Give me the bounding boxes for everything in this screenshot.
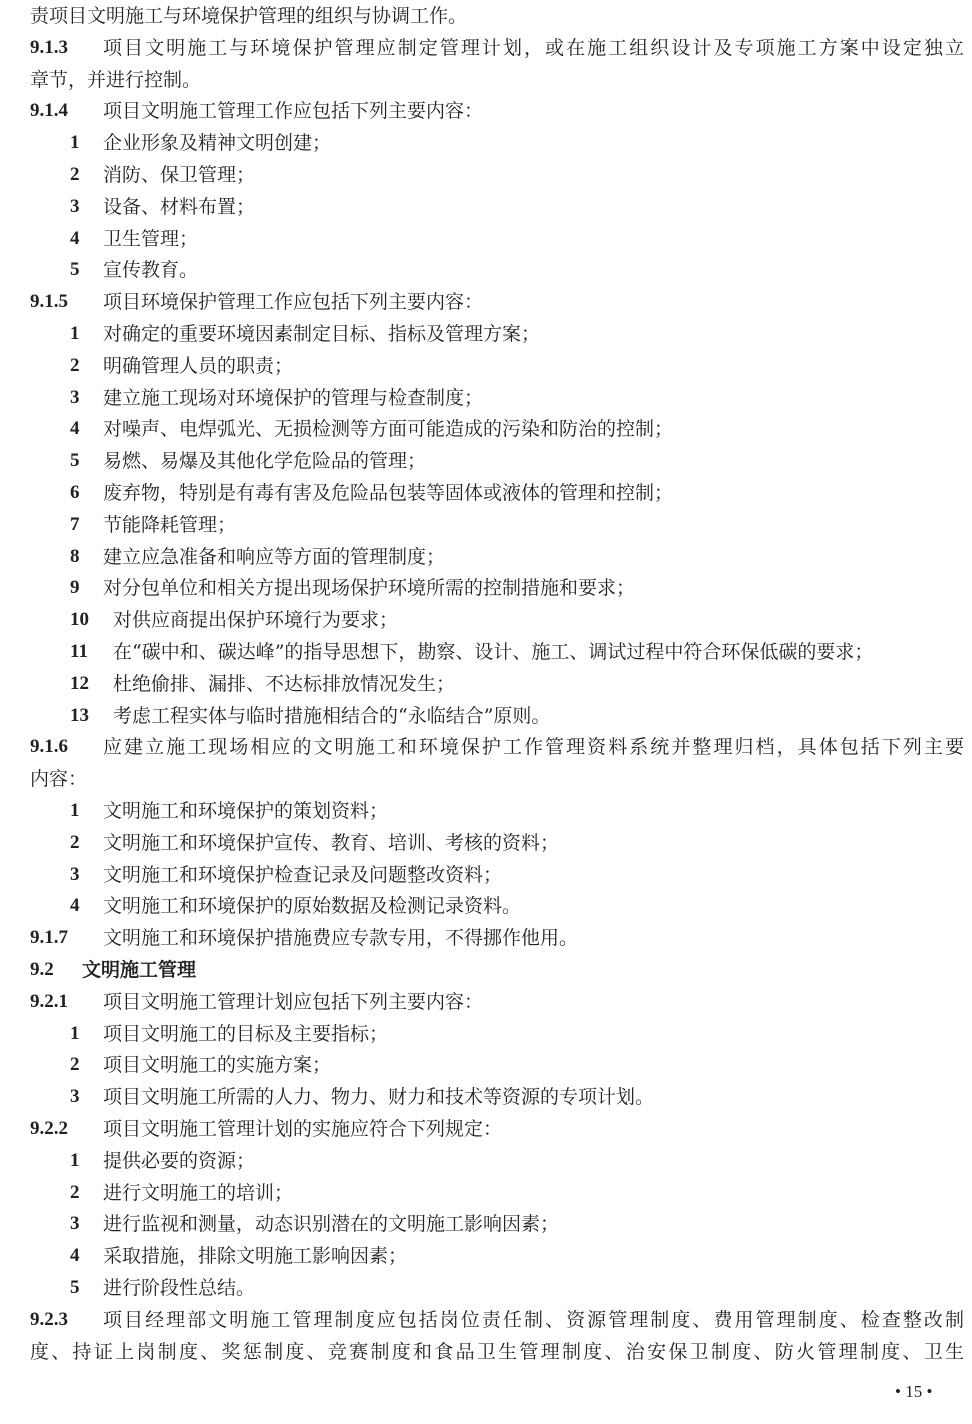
line-text: 项目经理部文明施工管理制度应包括岗位责任制、资源管理制度、费用管理制度、检查整改制 <box>103 1308 964 1331</box>
line-text: 消防、保卫管理； <box>103 164 256 186</box>
clause-number: 9.1.3 <box>30 36 68 58</box>
line-text: 项目环境保护管理工作应包括下列主要内容： <box>103 291 484 314</box>
clause-number: 2 <box>70 1054 80 1076</box>
list-item <box>0 700 972 732</box>
list-item <box>0 159 972 191</box>
clause-number: 2 <box>70 1181 80 1203</box>
list-item <box>0 1049 972 1081</box>
clause-number: 1 <box>70 1022 80 1044</box>
line-text: 文明施工和环境保护的策划资料； <box>103 800 389 822</box>
list-item <box>0 572 972 604</box>
clause-number: 9.2 <box>30 959 54 980</box>
list-item <box>0 1018 972 1050</box>
clause-number: 5 <box>70 450 80 472</box>
list-item <box>0 890 972 922</box>
list-item <box>0 191 972 223</box>
clause-number: 9.1.6 <box>30 736 68 758</box>
clause-number: 3 <box>70 1086 80 1108</box>
clause-number: 11 <box>70 641 88 662</box>
list-item <box>0 477 972 509</box>
line-text: 建立应急准备和响应等方面的管理制度； <box>103 545 446 568</box>
line-text: 文明施工和环境保护的原始数据及检测记录资料。 <box>103 895 522 918</box>
clause-number: 13 <box>70 704 89 726</box>
clause-number: 4 <box>70 1245 80 1267</box>
line-text: 废弃物，特别是有毒有害及危险品包装等固体或液体的管理和控制； <box>103 482 674 504</box>
list-item <box>0 509 972 541</box>
clause-number: 9.2.1 <box>30 990 68 1012</box>
list-item <box>0 604 972 636</box>
clause-paragraph <box>0 731 972 763</box>
clause-number: 8 <box>70 545 80 567</box>
clause-paragraph <box>0 286 972 318</box>
paragraph-continuation <box>0 64 972 96</box>
line-text: 责项目文明施工与环境保护管理的组织与协调工作。 <box>30 5 468 27</box>
clause-number: 12 <box>70 672 89 694</box>
clause-number: 2 <box>70 164 80 185</box>
list-item <box>0 1240 972 1272</box>
clause-number: 9.2.3 <box>30 1308 68 1330</box>
line-text: 项目文明施工所需的人力、物力、财力和技术等资源的专项计划。 <box>103 1086 655 1109</box>
clause-paragraph <box>0 1304 972 1336</box>
list-item <box>0 636 972 668</box>
clause-number: 9.2.2 <box>30 1118 68 1139</box>
clause-number: 2 <box>70 831 80 853</box>
line-text: 对分包单位和相关方提出现场保护环境所需的控制措施和要求； <box>103 577 636 600</box>
line-text: 对供应商提出保护环境行为要求； <box>113 609 399 632</box>
clause-paragraph <box>0 986 972 1018</box>
line-text: 章节，并进行控制。 <box>30 68 202 91</box>
line-text: 对噪声、电焊弧光、无损检测等方面可能造成的污染和防治的控制； <box>103 418 674 441</box>
clause-number: 1 <box>70 800 80 821</box>
clause-paragraph <box>0 32 972 64</box>
list-item <box>0 254 972 286</box>
clause-number: 5 <box>70 1277 80 1298</box>
clause-number: 1 <box>70 1149 80 1171</box>
line-text: 进行文明施工的培训； <box>103 1181 294 1204</box>
clause-number: 10 <box>70 609 89 631</box>
line-text: 文明施工和环境保护措施费应专款专用，不得挪作他用。 <box>103 927 579 950</box>
list-item <box>0 445 972 477</box>
line-text: 应建立施工现场相应的文明施工和环境保护工作管理资料系统并整理归档，具体包括下列主要 <box>103 736 964 759</box>
clause-number: 7 <box>70 513 80 535</box>
line-text: 杜绝偷排、漏排、不达标排放情况发生； <box>113 672 456 695</box>
paragraph-continuation <box>0 1336 972 1368</box>
list-item <box>0 1081 972 1113</box>
line-text: 项目文明施工的目标及主要指标； <box>103 1022 389 1045</box>
line-text: 对确定的重要环境因素制定目标、指标及管理方案； <box>103 323 541 345</box>
clause-number: 9.1.7 <box>30 927 68 949</box>
clause-number: 9 <box>70 577 80 599</box>
list-item <box>0 795 972 827</box>
list-item <box>0 413 972 445</box>
line-text: 采取措施，排除文明施工影响因素； <box>103 1245 408 1268</box>
clause-paragraph <box>0 922 972 954</box>
list-item <box>0 541 972 573</box>
list-item <box>0 350 972 382</box>
line-text: 项目文明施工与环境保护管理应制定管理计划，或在施工组织设计及专项施工方案中设定独立 <box>103 36 964 59</box>
list-item <box>0 1145 972 1177</box>
clause-number: 1 <box>70 132 80 154</box>
clause-number: 3 <box>70 386 80 408</box>
clause-number: 4 <box>70 895 80 917</box>
line-text: 设备、材料布置； <box>103 195 256 218</box>
line-text: 项目文明施工管理工作应包括下列主要内容： <box>103 100 484 123</box>
list-item <box>0 1177 972 1209</box>
clause-number: 5 <box>70 259 80 281</box>
clause-number: 3 <box>70 1213 80 1235</box>
list-item <box>0 223 972 255</box>
line-text: 提供必要的资源； <box>103 1149 256 1172</box>
line-text: 宣传教育。 <box>103 259 199 282</box>
line-text: 卫生管理； <box>103 227 199 250</box>
clause-number: 6 <box>70 482 80 503</box>
list-item <box>0 1208 972 1240</box>
line-text: 文明施工管理 <box>82 959 197 981</box>
clause-number: 3 <box>70 195 80 217</box>
line-text: 考虑工程实体与临时措施相结合的“永临结合”原则。 <box>113 704 551 727</box>
line-text: 节能降耗管理； <box>103 513 237 536</box>
list-item <box>0 827 972 859</box>
line-text: 度、持证上岗制度、奖惩制度、竞赛制度和食品卫生管理制度、治安保卫制度、防火管理制度、卫生 <box>30 1340 964 1363</box>
clause-paragraph <box>0 1113 972 1145</box>
line-text: 在“碳中和、碳达峰”的指导思想下，勘察、设计、施工、调试过程中符合环保低碳的要求； <box>113 641 874 663</box>
page-number: • 15 • <box>895 1382 933 1401</box>
line-text: 企业形象及精神文明创建； <box>103 132 332 155</box>
line-text: 内容： <box>30 768 88 791</box>
line-text: 项目文明施工管理计划的实施应符合下列规定： <box>103 1118 503 1140</box>
list-item <box>0 127 972 159</box>
list-item <box>0 1272 972 1304</box>
line-text: 明确管理人员的职责； <box>103 354 294 377</box>
clause-number: 1 <box>70 323 80 344</box>
section-heading <box>0 954 972 986</box>
line-text: 项目文明施工管理计划应包括下列主要内容： <box>103 990 484 1013</box>
line-text: 进行监视和测量，动态识别潜在的文明施工影响因素； <box>103 1213 560 1236</box>
list-item <box>0 668 972 700</box>
clause-number: 9.1.5 <box>30 291 68 313</box>
paragraph-continuation <box>0 763 972 795</box>
clause-number: 4 <box>70 418 80 440</box>
clause-paragraph <box>0 95 972 127</box>
clause-number: 4 <box>70 227 80 249</box>
line-text: 进行阶段性总结。 <box>103 1277 256 1299</box>
clause-number: 3 <box>70 863 80 885</box>
clause-number: 2 <box>70 354 80 376</box>
list-item <box>0 318 972 350</box>
list-item <box>0 382 972 414</box>
line-text: 文明施工和环境保护宣传、教育、培训、考核的资料； <box>103 831 560 854</box>
list-item <box>0 859 972 891</box>
clause-number: 9.1.4 <box>30 100 68 122</box>
line-text: 文明施工和环境保护检查记录及问题整改资料； <box>103 863 503 886</box>
paragraph-continuation <box>0 0 972 32</box>
line-text: 建立施工现场对环境保护的管理与检查制度； <box>103 386 484 409</box>
line-text: 项目文明施工的实施方案； <box>103 1054 332 1077</box>
line-text: 易燃、易爆及其他化学危险品的管理； <box>103 450 427 473</box>
